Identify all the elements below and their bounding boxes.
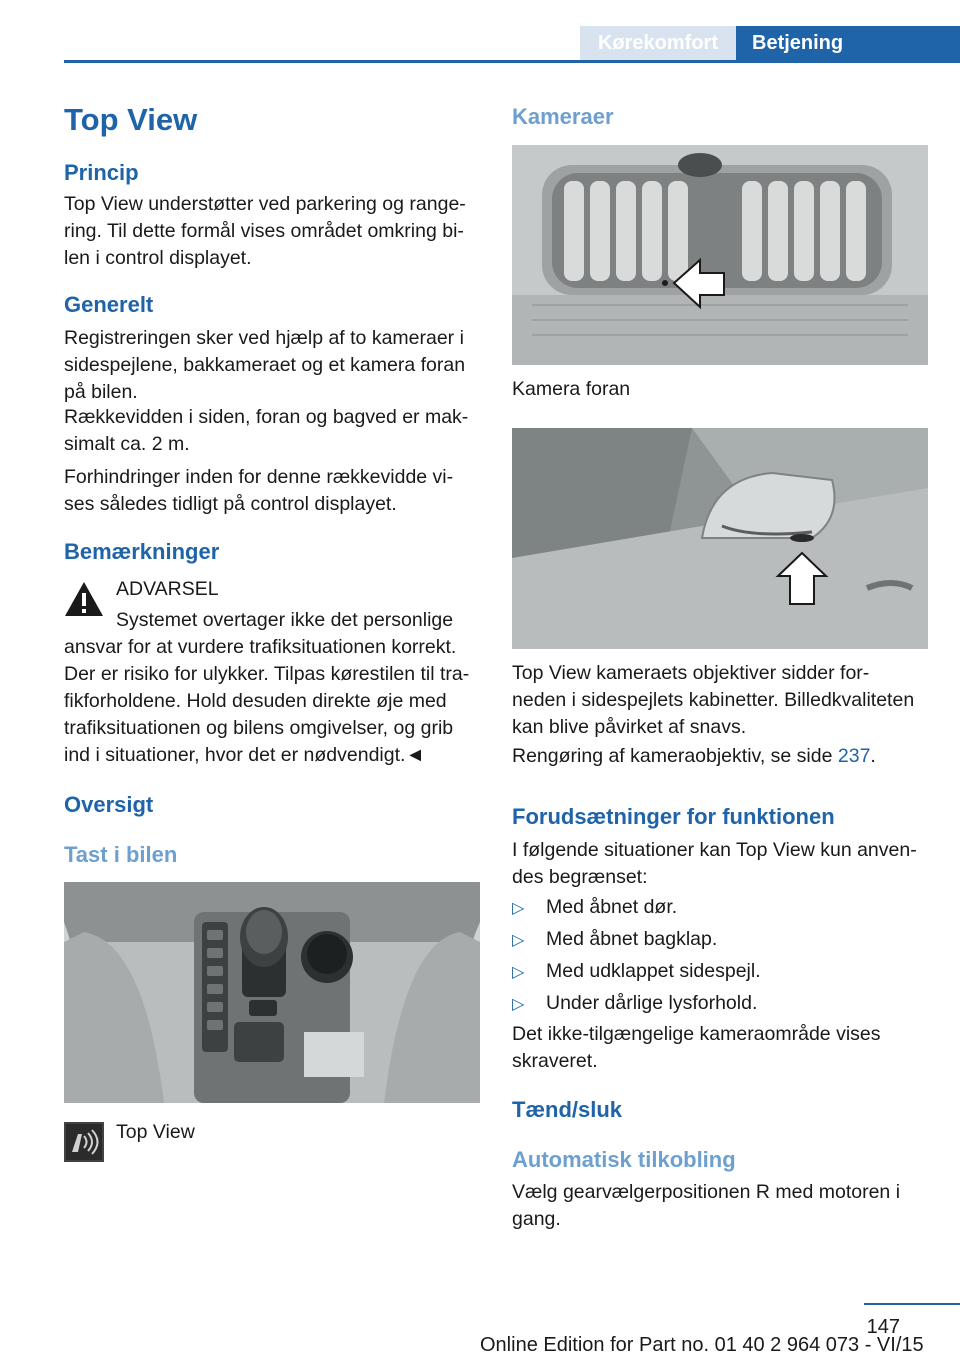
header-rule bbox=[64, 60, 960, 63]
heading-bemaerkninger: Bemærkninger bbox=[64, 539, 220, 564]
bullet-item-1: Med åbnet dør. bbox=[546, 896, 678, 918]
bullet-marker: ▷ bbox=[512, 996, 525, 1013]
heading-generelt: Generelt bbox=[64, 292, 154, 317]
bullet-item-2: Med åbnet bagklap. bbox=[546, 928, 718, 950]
bullet-marker: ▷ bbox=[512, 964, 525, 981]
princip-text: Top View understøtter ved parkering og range- ring. Til dette formål vises området omkring bi- len i control displayet. bbox=[64, 193, 466, 269]
heading-tast-i-bilen: Tast i bilen bbox=[64, 842, 178, 867]
warning-label: ADVARSEL bbox=[116, 578, 219, 600]
heading-automatisk-tilkobling: Automatisk tilkobling bbox=[512, 1147, 736, 1172]
page-title: Top View bbox=[64, 102, 198, 137]
footer-rule bbox=[864, 1303, 960, 1305]
bullet-marker: ▷ bbox=[512, 932, 525, 949]
warning-line-1: Systemet overtager ikke det personlige bbox=[116, 609, 454, 631]
page-number: 147 bbox=[866, 1316, 900, 1338]
top-view-button-icon bbox=[64, 1122, 104, 1162]
generelt-p2: Rækkevidden i siden, foran og bagved er mak- simalt ca. 2 m. bbox=[64, 406, 469, 455]
forudsaetninger-text: I følgende situationer kan Top View kun anven- des begrænset: bbox=[512, 839, 917, 888]
footer-edition: Online Edition for Part no. 01 40 2 964 073 - VI/15 bbox=[480, 1334, 924, 1356]
warning-text: ansvar for at vurdere trafiksituationen korrekt. Der er risiko for ulykker. Tilpas kørestilen til tra- fikforholdene. Hold desuden direkte øje med trafiksituationen og bilens omgivelser, og grib ind i situationer, hvor det er nødvendigt.◄ bbox=[64, 636, 470, 766]
generelt-p3: Forhindringer inden for denne rækkevidde vi- ses således tidligt på control displayet. bbox=[64, 466, 454, 515]
heading-oversigt: Oversigt bbox=[64, 792, 154, 817]
heading-kameraer: Kameraer bbox=[512, 104, 614, 129]
header-tab-betjening[interactable]: Betjening bbox=[736, 26, 960, 60]
top-view-button-caption: Top View bbox=[116, 1121, 195, 1143]
generelt-p1: Registreringen sker ved hjælp af to kameraer i sidespejlene, bakkameraet og et kamera foran på bilen. bbox=[64, 327, 466, 403]
heading-taend-sluk: Tænd/sluk bbox=[512, 1097, 623, 1122]
page-link-237[interactable]: 237 bbox=[837, 745, 871, 767]
warning-icon bbox=[63, 580, 105, 618]
hatched-area-text: Det ikke-tilgængelige kameraområde vises skraveret. bbox=[512, 1023, 881, 1072]
auto-text: Vælg gearvælgerpositionen R med motoren i gang. bbox=[512, 1181, 901, 1230]
center-console-image bbox=[64, 882, 480, 1103]
bullet-marker: ▷ bbox=[512, 900, 525, 917]
bullet-item-3: Med udklappet sidespejl. bbox=[546, 960, 761, 982]
front-camera-image bbox=[512, 145, 928, 365]
mirror-camera-image bbox=[512, 428, 928, 649]
bullet-item-4: Under dårlige lysforhold. bbox=[546, 992, 758, 1014]
heading-princip: Princip bbox=[64, 160, 139, 185]
cleaning-reference: Rengøring af kameraobjektiv, se side 237. bbox=[512, 745, 876, 767]
mirror-camera-text: Top View kameraets objektiver sidder for- neden i sidespejlets kabinetter. Billedkvaliteten kan blive påvirket af snavs. bbox=[512, 662, 915, 738]
heading-forudsaetninger: Forudsætninger for funktionen bbox=[512, 804, 835, 829]
caption-front-camera: Kamera foran bbox=[512, 378, 631, 400]
header-tab-korekomfort[interactable]: Kørekomfort bbox=[580, 26, 736, 60]
